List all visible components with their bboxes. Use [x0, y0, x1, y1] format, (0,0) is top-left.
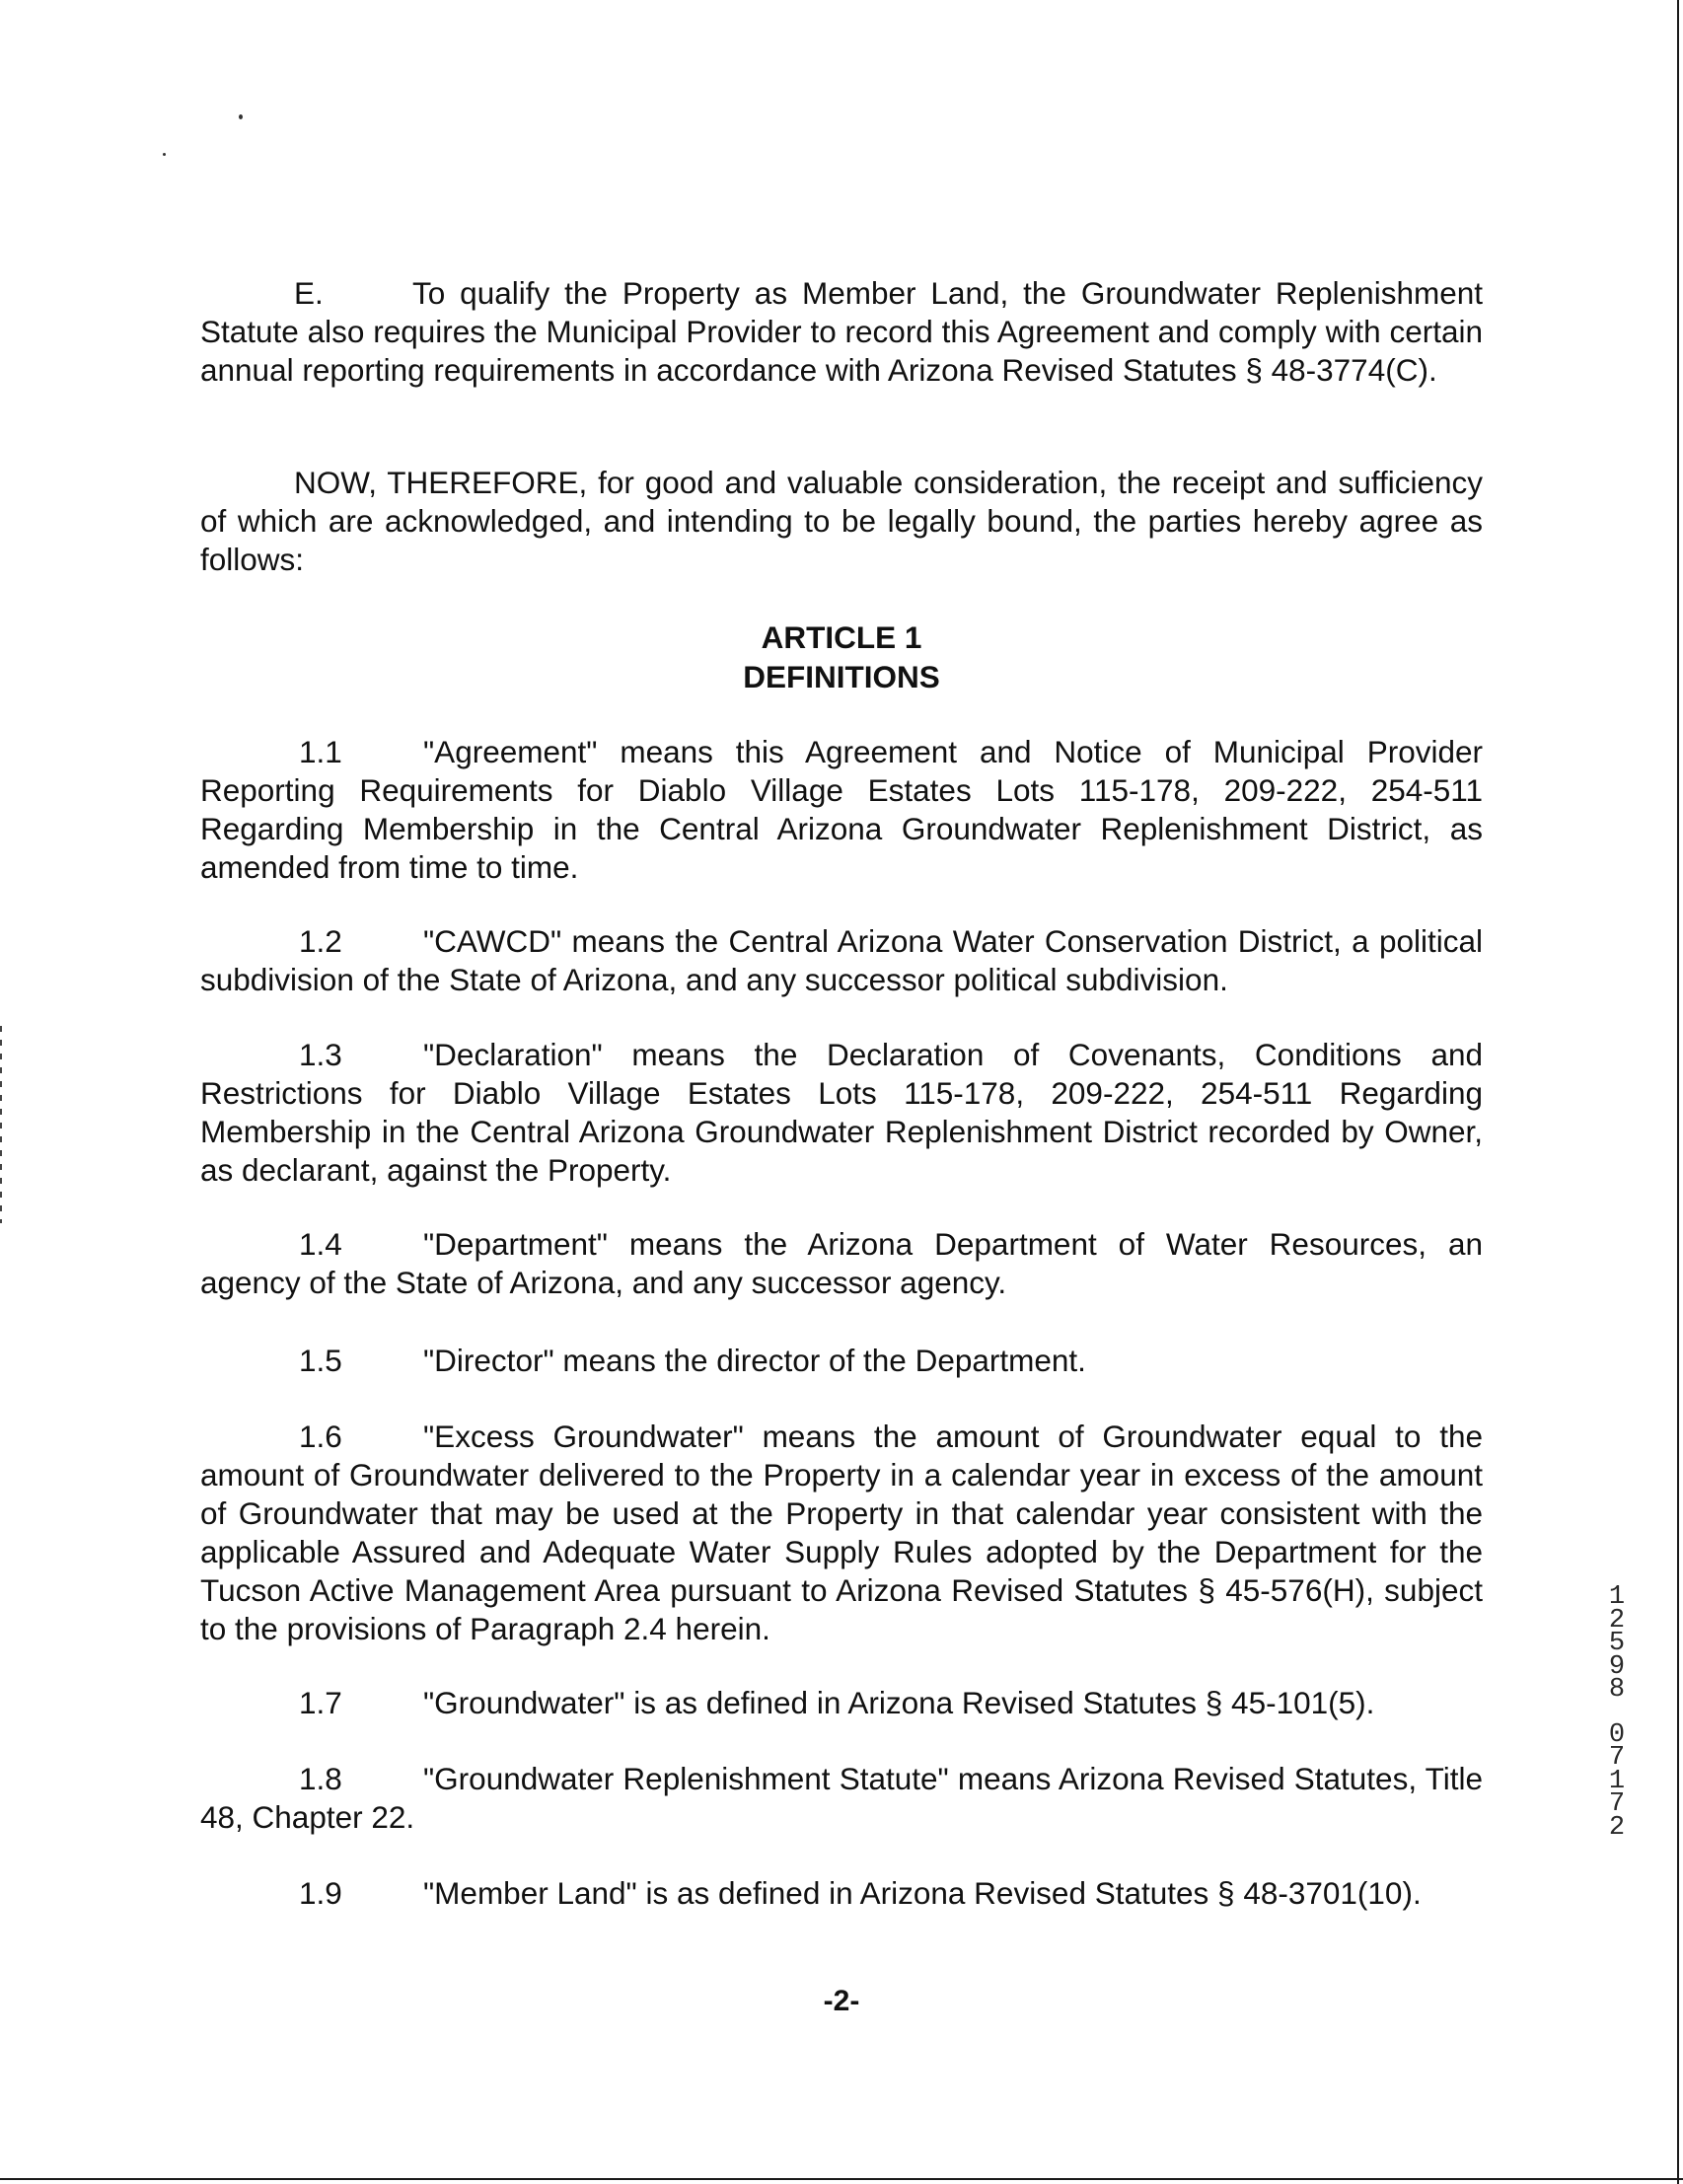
definition-text: "Excess Groundwater" means the amount of Groundwater equal to the amount of Groundwater delivered to the Property in a calendar year in excess of the amount of Groundwater that may be used at the Property in that calendar year consistent with the applicable Assured and Adequate Water Supply Rules adopted by the Department for the Tucson Active Management Area pursuant to Arizona Revised Statutes § 45-576(H), subject to the provisions of Paragraph 2.4 herein. — [200, 1419, 1483, 1646]
article-number: ARTICLE 1 — [761, 619, 922, 655]
scan-speck — [239, 114, 243, 119]
definition-1-1 — [200, 733, 1483, 887]
definition-1-9 — [200, 1874, 1483, 1913]
definition-text: "Member Land" is as defined in Arizona Revised Statutes § 48-3701(10). — [423, 1875, 1422, 1911]
stamp-digit: 7 — [1608, 1789, 1626, 1819]
definition-text: "Groundwater" is as defined in Arizona Revised Statutes § 45-101(5). — [423, 1685, 1375, 1720]
definition-1-8 — [200, 1760, 1483, 1837]
definition-number: 1.4 — [299, 1226, 342, 1262]
definition-text: "Declaration" means the Declaration of Covenants, Conditions and Restrictions for Diablo Village Estates Lots 115-178, 209-222, 254-511 Regarding Membership in the Central Arizona Groundwater Replenishment District recorded by Owner, as declarant, against the Property. — [200, 1037, 1483, 1188]
recording-stamp — [1602, 1582, 1632, 1843]
definition-number: 1.2 — [299, 923, 342, 959]
stamp-digit: 2 — [1608, 1605, 1626, 1636]
scan-border-bottom — [0, 2178, 1683, 2180]
definition-1-3 — [200, 1036, 1483, 1190]
stamp-digit: 1 — [1608, 1766, 1626, 1796]
stamp-digit: 5 — [1608, 1629, 1626, 1658]
definition-number: 1.8 — [299, 1761, 342, 1796]
scan-edge-mark — [0, 1026, 2, 1223]
definition-number: 1.6 — [299, 1419, 342, 1454]
stamp-digit: 0 — [1608, 1719, 1626, 1750]
recital-label: E. — [294, 275, 324, 311]
definition-number: 1.1 — [299, 734, 342, 769]
definition-text: "CAWCD" means the Central Arizona Water Conservation District, a political subdivision of the State of Arizona, and any successor political subdivision. — [200, 923, 1483, 997]
definition-number: 1.7 — [299, 1685, 342, 1720]
definition-number: 1.9 — [299, 1875, 342, 1911]
definition-1-4 — [200, 1225, 1483, 1302]
definition-text: "Department" means the Arizona Department of Water Resources, an agency of the State of Arizona, and any successor agency. — [200, 1226, 1483, 1300]
scan-border-right — [1677, 0, 1679, 2184]
recital-e — [200, 274, 1483, 390]
stamp-digit: 9 — [1608, 1651, 1626, 1682]
stamp-digit: 1 — [1608, 1582, 1626, 1612]
scan-speck — [163, 153, 166, 156]
definition-text: "Groundwater Replenishment Statute" means Arizona Revised Statutes, Title 48, Chapter 22. — [200, 1761, 1483, 1835]
page-number: -2- — [823, 1985, 860, 2017]
now-therefore-paragraph: NOW, THEREFORE, for good and valuable consideration, the receipt and sufficiency of which are acknowledged, and intending to be legally bound, the parties hereby agree as follows: — [200, 465, 1483, 577]
definition-number: 1.5 — [299, 1343, 342, 1378]
definition-number: 1.3 — [299, 1037, 342, 1072]
definition-1-6 — [200, 1418, 1483, 1648]
definition-1-7 — [200, 1684, 1483, 1722]
stamp-digit: 2 — [1608, 1812, 1626, 1843]
definition-1-5 — [200, 1342, 1483, 1380]
recital-text: To qualify the Property as Member Land, the Groundwater Replenishment Statute also requires the Municipal Provider to record this Agreement and comply with certain annual reporting requirements in accordance with Arizona Revised Statutes § 48-3774(C). — [200, 275, 1483, 388]
definition-1-2 — [200, 922, 1483, 999]
stamp-digit: 7 — [1608, 1743, 1626, 1773]
stamp-digit: 8 — [1608, 1675, 1626, 1705]
definition-text: "Agreement" means this Agreement and Notice of Municipal Provider Reporting Requirements for Diablo Village Estates Lots 115-178, 209-222, 254-511 Regarding Membership in the Central Arizona Groundwater Replenishment District, as amended from time to time. — [200, 734, 1483, 885]
article-title: DEFINITIONS — [743, 659, 940, 694]
definition-text: "Director" means the director of the Department. — [423, 1343, 1086, 1378]
